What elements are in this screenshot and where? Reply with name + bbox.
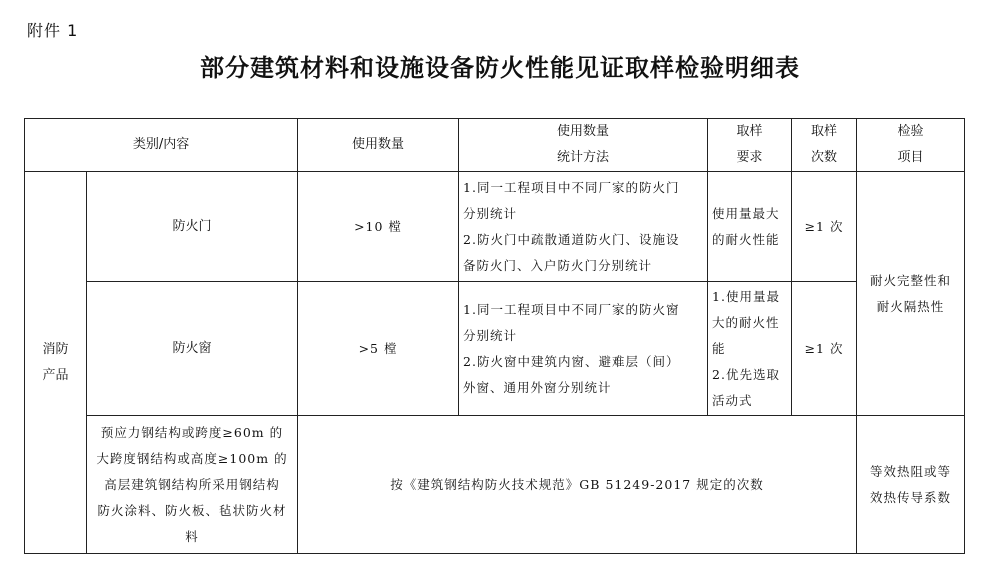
header-inspection-line2: 项目: [897, 150, 924, 165]
detail-table: [24, 118, 965, 554]
category-line2: 产品: [42, 367, 69, 383]
steel-item: [87, 416, 298, 554]
fire-window-requirement-line1: 1.使用量最: [712, 288, 780, 304]
steel-spec: 按《建筑钢结构防火技术规范》GB 51249-2017 规定的次数: [298, 416, 857, 554]
fire-door-requirement-line1: 使用量最大: [712, 205, 780, 221]
fire-window-method-line2: 分别统计: [463, 327, 518, 343]
category-line1: 消防: [42, 341, 69, 357]
steel-item-line2: 大跨度钢结构或高度≥100m 的: [96, 450, 288, 466]
fire-door-method-line2: 分别统计: [463, 205, 518, 221]
attachment-label: 附件 1: [27, 21, 79, 40]
fire-door-method: [459, 172, 708, 282]
fire-window-requirement-line3: 能: [712, 340, 726, 356]
fire-door-requirement-line2: 的耐火性能: [712, 231, 780, 247]
table-row-fire-window: [25, 282, 965, 416]
header-stat-method-line1: 使用数量: [557, 124, 610, 139]
steel-item-line3: 高层建筑钢结构所采用钢结构: [104, 476, 280, 492]
fire-window-method: [459, 282, 708, 416]
steel-inspection-line1: 等效热阻或等: [870, 463, 952, 479]
fire-window-method-line1: 1.同一工程项目中不同厂家的防火窗: [463, 301, 680, 317]
door-window-inspection: [857, 172, 965, 416]
fire-window-quantity: >5 樘: [298, 282, 459, 416]
table-row-steel-fireproofing: [25, 416, 965, 554]
header-stat-method: [459, 119, 708, 172]
document-title: 部分建筑材料和设施设备防火性能见证取样检验明细表: [200, 53, 800, 82]
fire-window-method-line3: 2.防火窗中建筑内窗、避难层（间）: [463, 353, 680, 369]
header-sampling-req-line1: 取样: [736, 124, 763, 139]
fire-door-method-line4: 备防火门、入户防火门分别统计: [463, 257, 653, 273]
fire-window-requirement-line2: 大的耐火性: [712, 314, 780, 330]
fire-window-requirement: [708, 282, 792, 416]
fire-window-requirement-line4: 2.优先选取: [712, 366, 780, 382]
header-sampling-req-line2: 要求: [736, 150, 763, 165]
fire-door-method-line3: 2.防火门中疏散通道防火门、设施设: [463, 231, 680, 247]
header-row: [25, 119, 965, 172]
fire-window-method-line4: 外窗、通用外窗分别统计: [463, 379, 612, 395]
fire-window-requirement-line5: 活动式: [712, 392, 753, 408]
steel-inspection-line2: 效热传导系数: [870, 489, 952, 505]
steel-item-line5: 料: [185, 528, 199, 544]
steel-item-line1: 预应力钢结构或跨度≥60m 的: [100, 424, 284, 440]
steel-inspection: [857, 416, 965, 554]
header-sampling-times-line2: 次数: [811, 150, 838, 165]
fire-door-quantity: >10 樘: [298, 172, 459, 282]
fire-door-requirement: [708, 172, 792, 282]
door-window-inspection-line1: 耐火完整性和: [870, 272, 952, 288]
fire-door-item: 防火门: [87, 172, 298, 282]
header-inspection-items: [857, 119, 965, 172]
fire-window-times: ≥1 次: [792, 282, 857, 416]
fire-door-method-line1: 1.同一工程项目中不同厂家的防火门: [463, 179, 680, 195]
fire-door-times: ≥1 次: [792, 172, 857, 282]
door-window-inspection-line2: 耐火隔热性: [876, 298, 945, 314]
header-stat-method-line2: 统计方法: [557, 150, 610, 165]
table-row-fire-door: [25, 172, 965, 282]
steel-item-line4: 防火涂料、防火板、毡状防火材: [97, 502, 287, 518]
fire-window-item: 防火窗: [87, 282, 298, 416]
header-inspection-line1: 检验: [897, 124, 924, 139]
header-category-content: 类别/内容: [25, 119, 298, 172]
header-sampling-requirement: [708, 119, 792, 172]
header-sampling-times: [792, 119, 857, 172]
category-cell: [25, 172, 87, 554]
header-usage-quantity: 使用数量: [298, 119, 459, 172]
header-sampling-times-line1: 取样: [811, 124, 838, 139]
